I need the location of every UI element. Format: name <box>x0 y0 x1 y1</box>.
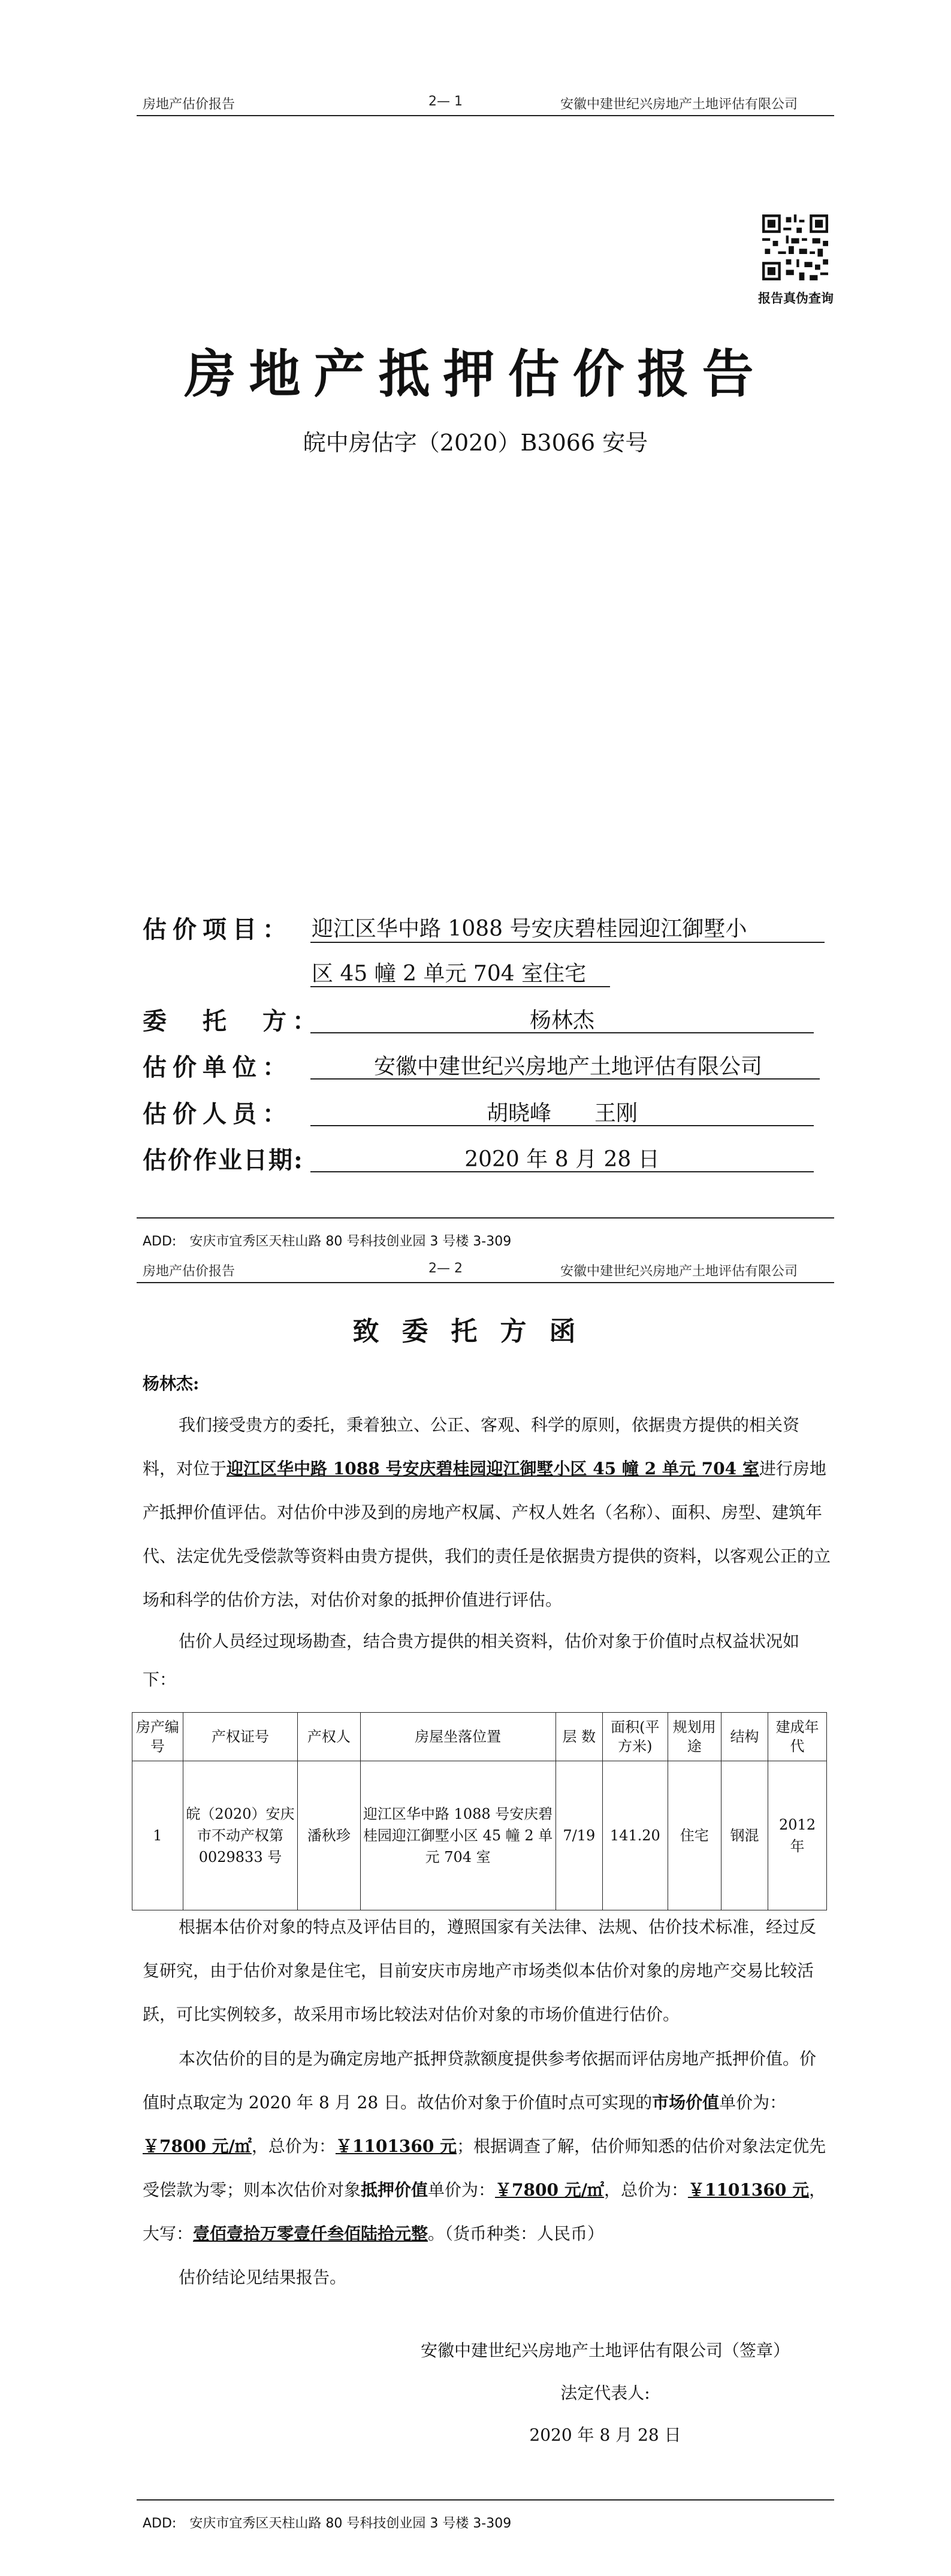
project-value-line1: 迎江区华中路 1088 号安庆碧桂园迎江御墅小 <box>312 917 747 941</box>
header-cell: 建成年代 <box>768 1713 827 1761</box>
project-underline-1 <box>310 942 825 943</box>
page2-header-page: 2— 2 <box>428 1261 463 1276</box>
page2-footer-rule <box>137 2499 834 2501</box>
header-cell: 产权人 <box>298 1713 360 1761</box>
header-cell: 规划用途 <box>668 1713 721 1761</box>
report-title: 房地产抵押估价报告 <box>184 344 767 404</box>
p4-text-a: 本次估价的目的是为确定房地产抵押贷款额度提供参考依据而评估房地产抵押价值。价值时点取定为 2020 年 8 月 28 日。故估价对象于价值时点可实现的 <box>143 2049 817 2112</box>
work-date-label: 估价作业日期: <box>143 1146 304 1174</box>
page1-header-right: 安徽中建世纪兴房地产土地评估有限公司 <box>560 97 798 112</box>
client-value: 杨林杰 <box>529 1008 594 1033</box>
mortgage-total-price: ￥1101360 元 <box>687 2180 810 2200</box>
letter-salutation: 杨林杰: <box>143 1374 200 1393</box>
signature-company: 安徽中建世纪兴房地产土地评估有限公司（签章） <box>420 2341 790 2360</box>
page1-header-page: 2— 1 <box>428 94 463 109</box>
market-total-price: ￥1101360 元 <box>335 2136 457 2156</box>
project-value-line2: 区 45 幢 2 单元 704 室住宅 <box>312 962 587 986</box>
table-cell: 1 <box>132 1761 183 1910</box>
p4-text-f: ，总价为： <box>603 2180 688 2200</box>
page2-header-rule <box>137 1282 834 1283</box>
p4-text-d: ；根据调查了解，估价师知悉的估价对象法定优先受偿款为零；则本次估价对象 <box>143 2136 826 2200</box>
p4-text-e: 单价为： <box>428 2180 496 2200</box>
header-cell: 结构 <box>721 1713 768 1761</box>
p4-text-b: 单价为： <box>719 2093 787 2112</box>
table-cell: 钢混 <box>721 1761 768 1910</box>
header-cell: 层 数 <box>555 1713 602 1761</box>
property-table <box>132 1712 827 1910</box>
p1-property-address: 迎江区华中路 1088 号安庆碧桂园迎江御墅小区 45 幢 2 单元 704 室 <box>227 1459 759 1479</box>
letter-paragraph-3: 根据本估价对象的特点及评估目的，遵照国家有关法律、法规、估价技术标准，经过反复研究，由于估价对象是住宅，目前安庆市房地产市场类似本估价对象的房地产交易比较活跃，可比实例较多，故采用市场比较法对估价对象的市场价值进行估价。 <box>143 1917 817 2024</box>
p1-text-c: 进行房地产抵押价值评估。对估价中涉及到的房地产权属、产权人姓名（名称）、面积、房型、建筑年代、法定优先受偿款等资料由贵方提供，我们的责任是依据贵方提供的资料，以客观公正的立场和科学的估价方法，对估价对象的抵押价值进行评估。 <box>143 1459 831 1610</box>
appraisers-value: 胡晓峰 王刚 <box>486 1101 638 1126</box>
header-cell: 房屋坐落位置 <box>360 1713 555 1761</box>
letter-title: 致委托方函 <box>352 1316 599 1347</box>
qr-caption: 报告真伪查询 <box>758 291 834 306</box>
table-header-row <box>132 1713 827 1761</box>
page2-header-left: 房地产估价报告 <box>143 1264 236 1279</box>
table-cell: 141.20 <box>602 1761 668 1910</box>
p4-text-g: ，大写： <box>143 2180 826 2244</box>
letter-paragraph-1 <box>143 1403 832 1622</box>
letter-paragraph-2: 估价人员经过现场勘查，结合贵方提供的相关资料，估价对象于价值时点权益状况如下： <box>143 1631 800 1689</box>
letter-paragraph-5: 估价结论见结果报告。 <box>179 2267 347 2287</box>
page2-address: ADD: 安庆市宜秀区天柱山路 80 号科技创业园 3 号楼 3-309 <box>143 2516 512 2531</box>
appraisers-underline <box>310 1125 814 1126</box>
total-price-in-words: 壹佰壹拾万零壹仟叁佰陆拾元整 <box>193 2224 428 2244</box>
unit-value: 安徽中建世纪兴房地产土地评估有限公司 <box>373 1054 762 1079</box>
table-cell: 7/19 <box>555 1761 602 1910</box>
unit-underline <box>310 1078 820 1080</box>
client-underline <box>310 1032 814 1033</box>
table-cell: 皖（2020）安庆市不动产权第 0029833 号 <box>183 1761 297 1910</box>
signature-representative: 法定代表人: <box>560 2383 650 2403</box>
unit-label: 估价单位： <box>143 1053 292 1081</box>
appraisers-label: 估价人员： <box>143 1100 292 1128</box>
header-cell: 房产编号 <box>132 1713 183 1761</box>
table-row <box>132 1761 827 1910</box>
p4-text-h: 。（货币种类：人民币） <box>428 2224 605 2244</box>
table-cell: 住宅 <box>668 1761 721 1910</box>
market-unit-price: ￥7800 元/㎡ <box>143 2136 252 2156</box>
market-value-label: 市场价值 <box>652 2093 720 2112</box>
mortgage-value-label: 抵押价值 <box>361 2180 428 2200</box>
header-cell: 产权证号 <box>183 1713 297 1761</box>
client-label: 委 托 方： <box>143 1007 322 1035</box>
page1-header-left: 房地产估价报告 <box>143 97 236 112</box>
project-label: 估价项目： <box>143 915 292 944</box>
report-number: 皖中房估字（2020）B3066 安号 <box>303 430 648 456</box>
table-cell: 迎江区华中路 1088 号安庆碧桂园迎江御墅小区 45 幢 2 单元 704 室 <box>360 1761 555 1910</box>
page1-footer-rule <box>137 1217 834 1219</box>
page1-address: ADD: 安庆市宜秀区天柱山路 80 号科技创业园 3 号楼 3-309 <box>143 1234 512 1249</box>
page1-header-rule <box>137 115 834 116</box>
qr-code-icon <box>762 214 828 280</box>
letter-paragraph-4 <box>143 2037 832 2255</box>
header-cell: 面积(平方米) <box>602 1713 668 1761</box>
p4-text-c: ，总价为： <box>251 2136 336 2156</box>
project-underline-2 <box>310 986 610 987</box>
page2-header-right: 安徽中建世纪兴房地产土地评估有限公司 <box>560 1264 798 1279</box>
signature-date: 2020 年 8 月 28 日 <box>529 2425 681 2445</box>
work-date-value: 2020 年 8 月 28 日 <box>464 1147 660 1172</box>
mortgage-unit-price: ￥7800 元/㎡ <box>495 2180 604 2200</box>
table-cell: 潘秋珍 <box>298 1761 360 1910</box>
table-cell: 2012 年 <box>768 1761 827 1910</box>
p1-text-a: 我们接受贵方的委托，秉着独立、公正、客观、科学的原则，依据贵方提供的相关资料，对位于 <box>143 1415 800 1479</box>
work-date-underline <box>310 1171 814 1172</box>
